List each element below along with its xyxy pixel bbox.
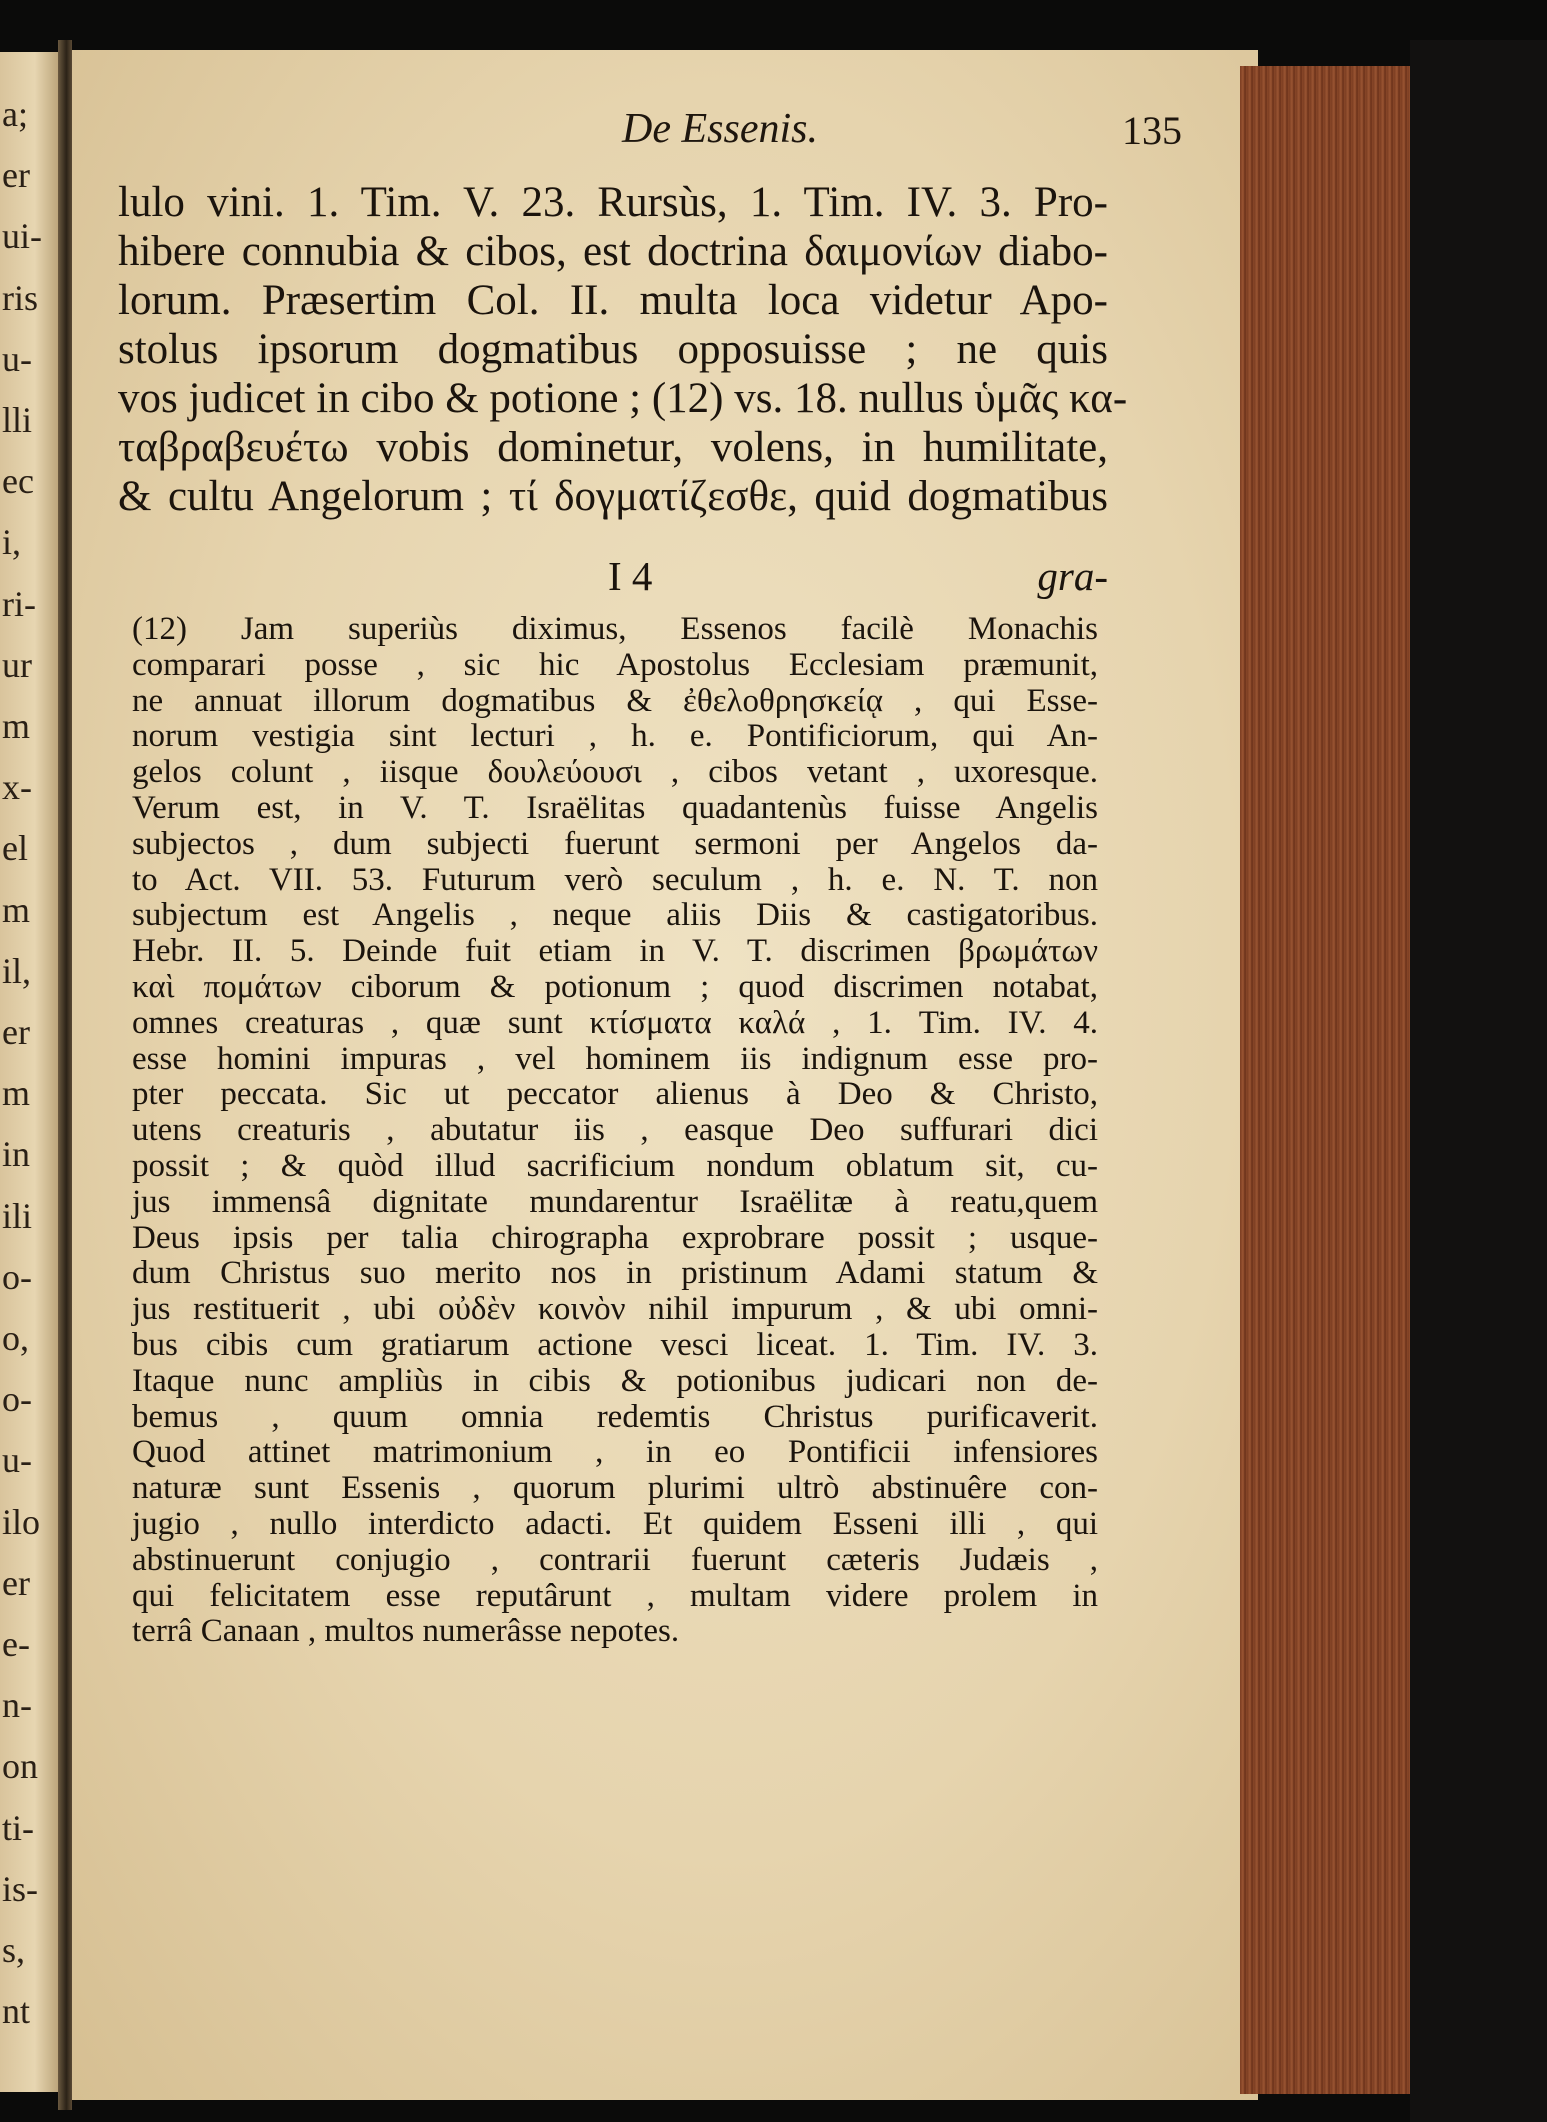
left-margin-fragment: el xyxy=(2,828,28,869)
left-margin-fragment: ili xyxy=(2,1195,33,1236)
note-line: jus immensâ dignitate mundarentur Israëlitæ à reatu,quem xyxy=(132,1183,1098,1220)
left-margin-fragment: ui- xyxy=(2,216,42,257)
note-line: Itaque nunc ampliùs in cibis & potionibus judicari non de- xyxy=(132,1362,1098,1399)
note-line: comparari posse , sic hic Apostolus Ecclesiam præmunit, xyxy=(132,646,1098,683)
note-line: Quod attinet matrimonium , in eo Pontificii infensiores xyxy=(132,1434,1098,1471)
left-margin-fragment: ilo xyxy=(2,1501,41,1542)
left-margin-fragment: on xyxy=(2,1746,38,1787)
background-right xyxy=(1410,40,1547,2122)
text-line: vos judicet in cibo & potione ; (12) vs. 18. nullus ὑμᾶς κα- xyxy=(118,375,1128,422)
left-margin-fragment: ur xyxy=(2,644,32,685)
note-line: jus restituerit , ubi οὐδὲν κοινὸν nihil impurum , & ubi omni- xyxy=(132,1291,1098,1328)
left-margin-fragment: a; xyxy=(2,94,28,134)
text-line: lulo vini. 1. Tim. V. 23. Rursùs, 1. Tim. IV. 3. Pro- xyxy=(118,179,1108,226)
signature-mark: I 4 xyxy=(608,553,653,599)
note-line: gelos colunt , iisque δουλεύουσι , cibos vetant , uxoresque. xyxy=(132,754,1098,791)
footnote-block xyxy=(132,612,1098,1650)
left-margin-fragment: o, xyxy=(2,1318,29,1358)
left-margin-fragment: i, xyxy=(2,522,22,563)
note-line: terrâ Canaan , multos numerâsse nepotes. xyxy=(132,1613,680,1650)
left-margin-fragment: m xyxy=(2,706,31,746)
note-line: subjectos , dum subjecti fuerunt sermoni per Angelos da- xyxy=(132,825,1098,862)
running-head: De Essenis. xyxy=(622,106,818,152)
left-margin-fragment: ris xyxy=(2,277,38,318)
text-line: & cultu Angelorum ; τί δογματίζεσθε, quid dogmatibus xyxy=(118,473,1108,520)
page-header xyxy=(182,105,1182,165)
book-gutter xyxy=(58,40,72,2110)
note-line: naturæ sunt Essenis , quorum plurimi ultrò abstinuêre con- xyxy=(132,1470,1098,1507)
left-margin-fragment: m xyxy=(2,889,31,930)
note-line: καὶ πομάτων ciborum & potionum ; quod discrimen notabat, xyxy=(132,968,1098,1005)
left-margin-fragment: in xyxy=(2,1134,31,1175)
note-line: Hebr. II. 5. Deinde fuit etiam in V. T. discrimen βρωμάτων xyxy=(132,933,1098,970)
text-line: stolus ipsorum dogmatibus opposuisse ; ne quis xyxy=(118,326,1108,373)
note-line: norum vestigia sint lecturi , h. e. Pontificiorum, qui An- xyxy=(132,718,1098,755)
left-margin-fragment: ri- xyxy=(2,583,36,624)
left-margin-fragment: nt xyxy=(2,1991,31,2032)
note-line: possit ; & quòd illud sacrificium nondum oblatum sit, cu- xyxy=(132,1147,1098,1184)
page-edges xyxy=(1240,66,1413,2094)
left-margin-fragment: o- xyxy=(2,1379,32,1420)
note-line: bemus , quum omnia redemtis Christus purificaverit. xyxy=(132,1398,1098,1435)
note-line: pter peccata. Sic ut peccator alienus à Deo & Christo, xyxy=(132,1076,1098,1113)
left-margin-fragment: is- xyxy=(2,1868,38,1909)
note-line: qui felicitatem esse reputârunt , multam videre prolem in xyxy=(132,1577,1098,1614)
note-line: dum Christus suo merito nos in pristinum Adami statum & xyxy=(132,1255,1098,1292)
left-margin-fragment: e- xyxy=(2,1624,30,1664)
left-margin-fragment: u- xyxy=(2,338,32,379)
catchword: gra- xyxy=(1037,553,1108,599)
note-line: utens creaturis , abutatur iis , easque Deo suffurari dici xyxy=(132,1112,1098,1149)
left-margin-fragment: er xyxy=(2,1562,30,1603)
note-line: esse homini impuras , vel hominem iis indignum esse pro- xyxy=(132,1040,1098,1077)
left-margin-fragment: ec xyxy=(2,461,34,502)
left-margin-fragment: er xyxy=(2,1012,30,1052)
text-line: ταβραβευέτω vobis dominetur, volens, in humilitate, xyxy=(118,424,1108,471)
left-margin-fragment: er xyxy=(2,155,30,196)
note-line: Deus ipsis per talia chirographa exprobrare possit ; usque- xyxy=(132,1219,1098,1256)
page-number: 135 xyxy=(1122,108,1182,153)
note-line: subjectum est Angelis , neque aliis Diis & castigatoribus. xyxy=(132,897,1098,934)
note-line: (12) Jam superiùs diximus, Essenos facilè Monachis xyxy=(132,611,1098,647)
left-margin-fragment: il, xyxy=(2,950,32,991)
note-line: to Act. VII. 53. Futurum verò seculum , h. e. N. T. non xyxy=(132,861,1098,898)
note-line: omnes creaturas , quæ sunt κτίσματα καλά , 1. Tim. IV. 4. xyxy=(132,1004,1098,1041)
main-text-block xyxy=(118,178,1128,521)
text-line: hibere connubia & cibos, est doctrina δαιμονίων diabo- xyxy=(118,228,1108,275)
text-line: lorum. Præsertim Col. II. multa loca videtur Apo- xyxy=(118,277,1108,324)
left-margin-fragment: o- xyxy=(2,1256,32,1297)
note-line: abstinuerunt conjugio , contrarii fuerunt cæteris Judæis , xyxy=(132,1541,1098,1578)
signature-line xyxy=(118,552,1108,600)
note-line: jugio , nullo interdicto adacti. Et quidem Esseni illi , qui xyxy=(132,1505,1098,1542)
left-margin-fragment: x- xyxy=(2,767,32,808)
left-margin-fragment: n- xyxy=(2,1685,32,1726)
left-margin-fragment: lli xyxy=(2,400,33,440)
note-line: ne annuat illorum dogmatibus & ἐθελοθρησκείᾳ , qui Esse- xyxy=(132,682,1098,719)
left-margin-fragment: ti- xyxy=(2,1807,34,1848)
note-line: bus cibis cum gratiarum actione vesci liceat. 1. Tim. IV. 3. xyxy=(132,1326,1098,1363)
left-margin-fragment: s, xyxy=(2,1930,26,1970)
left-margin-fragment: m xyxy=(2,1073,31,1114)
left-page-fragment xyxy=(0,52,58,2092)
note-line: Verum est, in V. T. Israëlitas quadantenùs fuisse Angelis xyxy=(132,789,1098,826)
left-margin-fragment: u- xyxy=(2,1440,32,1481)
